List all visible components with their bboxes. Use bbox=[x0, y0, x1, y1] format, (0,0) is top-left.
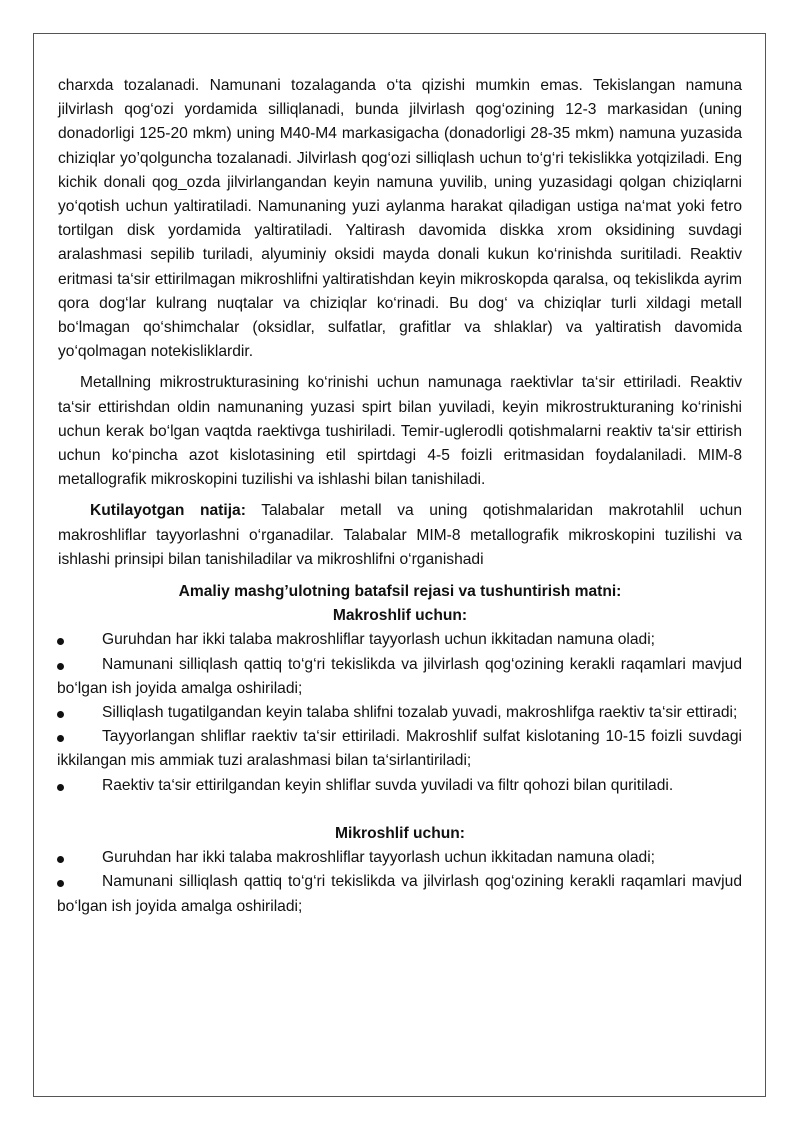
bullet-icon bbox=[57, 735, 64, 742]
section-spacer bbox=[58, 798, 742, 822]
micro-list bbox=[57, 846, 742, 919]
paragraph-polishing: charxda tozalanadi. Namunani tozalaganda o‘ta qizishi mumkin emas. Tekislangan namuna jilvirlash qog‘ozi yordamida silliqlanadi, bunda jilvirlash qog‘ozining 12-3 markasidan (uning donadorligi 125-20 mkm) uning M40-M4 markasigacha (donadorligi 28-35 mkm) namuna yuzasida chiziqlar yo’qolguncha tozalanadi. Jilvirlash qog‘ozi silliqlash uchun to‘g‘ri tekislikka yotqiziladi. Eng kichik donali qog_ozda jilvirlangandan keyin namuna yuvilib, uning yuzasidagi qolgan chiziqlarni yo‘qotish uchun yaltiratiladi. Namunaning yuzi aylanma harakat qiladigan ustiga na‘mat yoki fetro tortilgan disk yordamida yaltiratiladi. Yaltirash davomida diskka xrom oksidining suvdagi aralashmasi sepilib turiladi, alyuminiy oksidi mayda donali kukun ko‘rinishda suritiladi. Reaktiv eritmasi ta‘sir ettirilmagan mikroshlifni yaltiratishdan keyin mikroskopda qaralsa, oq tekislikda ayrim qora dog‘lar kulrang nuqtalar va chiziqlar ko‘rinadi. Bu dog‘ va chiziqlar turli xildagi metall bo‘lmagan qo‘shimchalar (oksidlar, sulfatlar, grafitlar va shlaklar) va yaltiratish davomida yo‘qolmagan notekisliklardir. bbox=[58, 77, 742, 361]
plan-heading: Amaliy mashg’ulotning batafsil rejasi va tushuntirish matni: bbox=[178, 583, 622, 601]
document-body bbox=[58, 74, 742, 919]
bullet-icon bbox=[57, 638, 64, 645]
list-item bbox=[57, 628, 742, 652]
list-item bbox=[57, 774, 742, 798]
macro-heading: Makroshlif uchun: bbox=[332, 607, 468, 625]
list-item-text: Namunani silliqlash qattiq to‘g‘ri tekislikda va jilvirlash qog‘ozining kerakli raqamlari mavjud bo‘lgan ish joyida amalga oshiriladi; bbox=[57, 873, 742, 915]
list-item bbox=[57, 725, 742, 773]
list-item bbox=[57, 846, 742, 870]
list-item-text: Raektiv ta‘sir ettirilgandan keyin shliflar suvda yuviladi va filtr qohozi bilan quritiladi. bbox=[102, 776, 674, 794]
list-item bbox=[57, 653, 742, 701]
bullet-icon bbox=[57, 711, 64, 718]
list-item-text: Guruhdan har ikki talaba makroshliflar tayyorlash uchun ikkitadan namuna oladi; bbox=[102, 631, 656, 649]
expected-result-text: Talabalar metall va uning qotishmalaridan makrotahlil uchun makroshliflar tayyorlashni o‘rganadilar. Talabalar MIM-8 metallografik mikroskopini tuzilishi va ishlashi prinsipi bilan tanishiladilar va mikroshlifni o‘rganishadi bbox=[58, 502, 743, 568]
list-item-text: Namunani silliqlash qattiq to‘g‘ri tekislikda va jilvirlash qog‘ozining kerakli raqamlari mavjud bo‘lgan ish joyida amalga oshiriladi; bbox=[57, 655, 742, 697]
bullet-icon bbox=[57, 856, 64, 863]
bullet-icon bbox=[57, 663, 64, 670]
paragraph-expected-result bbox=[58, 499, 742, 572]
paragraph-microstructure: Metallning mikrostrukturasining ko‘rinishi uchun namunaga raektivlar ta‘sir ettiriladi. Reaktiv ta‘sir ettirishdan oldin namunaning yuzasi spirt bilan yuviladi, keyin mikrostrukturaning ko‘rinishi uchun kerak bo‘lgan vaqtda raektivga tushiriladi. Temir-uglerodli qotishmalarni reaktiv ta‘sir ettirish uchun ko‘pincha azot kislotasining etil spirtdagi 4-5 foizli eritmasidan foydalaniladi. MIM-8 metallografik mikroskopini tuzilishi va ishlashi bilan tanishiladi. bbox=[58, 374, 742, 489]
micro-heading: Mikroshlif uchun: bbox=[335, 824, 465, 842]
macro-list bbox=[57, 628, 742, 797]
list-item-text: Silliqlash tugatilgandan keyin talaba shlifni tozalab yuvadi, makroshlifga raektiv ta‘sir ettiradi; bbox=[102, 704, 738, 722]
expected-result-label: Kutilayotgan natija: bbox=[90, 502, 246, 520]
list-item-text: Tayyorlangan shliflar raektiv ta‘sir ettiriladi. Makroshlif sulfat kislotaning 10-15 foizli suvdagi ikkilangan mis ammiak tuzi aralashmasi bilan ta‘sirlantiriladi; bbox=[57, 728, 742, 770]
bullet-icon bbox=[57, 880, 64, 887]
list-item bbox=[57, 701, 742, 725]
bullet-icon bbox=[57, 784, 64, 791]
list-item bbox=[57, 870, 742, 918]
list-item-text: Guruhdan har ikki talaba makroshliflar tayyorlash uchun ikkitadan namuna oladi; bbox=[102, 849, 656, 867]
